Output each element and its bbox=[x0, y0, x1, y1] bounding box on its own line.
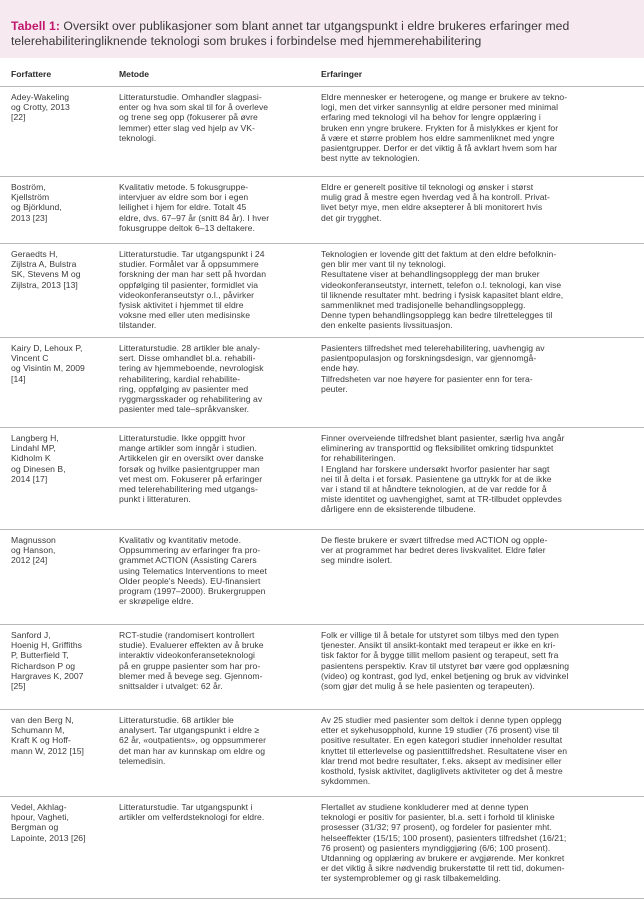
cell-method: RCT-studie (randomisert kontrollert studie). Evaluerer effekten av å bruke interaktiv videokonferanseteknologi på en gruppe pasienter som har pro- blemer med å bevege seg. Gjennom- snittsalder i utvalget: 62 år. bbox=[119, 630, 264, 692]
cell-method: Litteraturstudie. Tar utgangspunkt i 24 studier. Formålet var å oppsummere forskning der man har sett på hvordan oppfølging til pasienter, formidlet via videokonferanseutstyr o.l., påvirker fysisk aktivitet i hjemmet til eldre voksne med eller uten medisinske tilstander. bbox=[119, 249, 267, 331]
cell-method: Litteraturstudie. Omhandler slagpasi- enter og hva som skal til for å overleve og trene seg opp (fokuserer på øvre lemmer) etter slag ved hjelp av VK- teknologi. bbox=[119, 92, 269, 143]
table-header bbox=[0, 58, 644, 87]
table-label: Tabell 1: bbox=[11, 19, 60, 33]
cell-authors: Boström, Kjellström og Björklund, 2013 [23] bbox=[11, 182, 62, 223]
cell-authors: Kairy D, Lehoux P, Vincent C og Visintin M, 2009 [14] bbox=[11, 343, 85, 384]
cell-method: Litteraturstudie. 68 artikler ble analysert. Tar utgangspunkt i eldre ≥ 62 år, «outpatients», og oppsummerer det man har av kunnskap om eldre og telemedisin. bbox=[119, 715, 267, 766]
table-row bbox=[0, 244, 644, 338]
cell-authors: van den Berg N, Schumann M, Kraft K og Hoff- mann W, 2012 [15] bbox=[11, 715, 84, 756]
cell-experiences: Pasienters tilfredshet med telerehabilitering, uavhengig av pasientpopulasjon og forskningsdesign, var gjennomgå- ende høy. Tilfredsheten var noe høyere for pasienter enn for tera- peuter. bbox=[321, 343, 545, 394]
header-authors: Forfattere bbox=[11, 69, 52, 79]
cell-method: Litteraturstudie. 28 artikler ble analy- sert. Disse omhandlet bl.a. rehabili- tering av hjemmeboende, nevrologisk rehabilitering, kardial rehabilite- ring, oppfølging av pasienter med ryggmargsskader og rehabilitering av pasienter med tale–språkvansker. bbox=[119, 343, 264, 415]
table-row bbox=[0, 625, 644, 710]
cell-experiences: Flertallet av studiene konkluderer med at denne typen teknologi er positiv for pasienter, bl.a. sett i forhold til kliniske prosesser (31/32; 97 prosent), og fordeler for pasienter mht. helseeffekter (15/15; 100 prosent), pasienters tilfredshet (16/21; 76 prosent) og pasienters myndiggjøring (6/6; 100 prosent). Utdanning og opplæring av brukere er avgjørende. Mer konkret er det viktig å sikre nødvendig brukerstøtte til rett tid, dokumen- ter systemproblemer og gi rask tilbakemelding. bbox=[321, 802, 567, 884]
cell-experiences: Finner overveiende tilfredshet blant pasienter, særlig hva angår eliminering av transporttid og fleksibilitet omkring tidspunktet for rehabiliteringen. I England har forskere undersøkt hvorfor pasienter har sagt nei til å delta i et forsøk. Pasientene ga uttrykk for at de ikke var i stand til at håndtere teknologien, at de var redde for å miste identitet og uavhengighet, samt at TR-tilbudet opplevdes dårligere enn de eksisterende tilbudene. bbox=[321, 433, 565, 515]
cell-experiences: De fleste brukere er svært tilfredse med ACTION og opple- ver at programmet har bedret deres livskvalitet. Eldre føler seg mindre isolert. bbox=[321, 535, 548, 566]
table-row bbox=[0, 428, 644, 530]
cell-experiences: Eldre mennesker er heterogene, og mange er brukere av tekno- logi, men det virker sannsynlig at eldre personer med minimal erfaring med teknologi vil ha behov for lengre opplæring i bruken enn yngre brukere. Frykten for å mislykkes er kjent for å være et større problem hos eldre sammenliknet med yngre pasientgrupper. Derfor er det viktig å få avklart hvem som har best nytte av teknologien. bbox=[321, 92, 568, 164]
cell-authors: Sanford J, Hoenig H, Griffiths P, Butterfield T, Richardson P og Hargraves K, 2007 [25] bbox=[11, 630, 84, 692]
table-row bbox=[0, 797, 644, 899]
header-method: Metode bbox=[119, 69, 150, 79]
table-caption bbox=[0, 0, 644, 58]
table-row bbox=[0, 338, 644, 428]
table-row bbox=[0, 177, 644, 244]
cell-method: Kvalitativ metode. 5 fokusgruppe- intervjuer av eldre som bor i egen leilighet i hjem for eldre. Totalt 45 eldre, dvs. 67–97 år (snitt 84 år). I hver fokusgruppe deltok 6–13 deltakere. bbox=[119, 182, 270, 233]
table-caption-text: Oversikt over publikasjoner som blant annet tar utgangspunkt i eldre brukeres erfaringer med telerehabiliteringliknende teknologi som brukes i forbindelse med hjemmerehabilitering bbox=[11, 19, 570, 48]
cell-experiences: Av 25 studier med pasienter som deltok i denne typen opplegg etter et sykehusopphold, kunne 19 studier (76 prosent) vise til positive resultater. En egen kategori studier inneholder resultat knyttet til etterlevelse og pasienttilfredshet. Resultatene viser en klar trend mot bedre resultater, f.eks. aksept av medisiner eller kosthold, fysisk aktivitet, dagliglivets aktiviteter og det å mestre sykdommen. bbox=[321, 715, 568, 787]
cell-experiences: Teknologien er lovende gitt det faktum at den eldre befolknin- gen blir mer vant til ny teknologi. Resultatene viser at behandlingsopplegg der man bruker videokonferanseutstyr, internett, telefon o.l. teknologi, kan vise til liknende resultater mht. bedring i fysisk kapasitet blant eldre, sammenliknet med tradisjonelle behandlingsopplegg. Denne typen behandlingsopplegg kan bedre tilrettelegges til den enkelte pasients livssituasjon. bbox=[321, 249, 564, 331]
header-experiences: Erfaringer bbox=[321, 69, 363, 79]
cell-authors: Vedel, Akhlag- hpour, Vagheti, Bergman og Lapointe, 2013 [26] bbox=[11, 802, 86, 843]
cell-method: Litteraturstudie. Ikke oppgitt hvor mange artikler som inngår i studien. Artikkelen gir en oversikt over danske forsøk og hvilke pasientgrupper man vet mest om. Fokuserer på erfaringer med telerehabilitering med utgangs- punkt i litteraturen. bbox=[119, 433, 264, 505]
cell-method: Litteraturstudie. Tar utgangspunkt i artikler om velferdsteknologi for eldre. bbox=[119, 802, 265, 823]
table-row bbox=[0, 530, 644, 625]
cell-authors: Langberg H, Lindahl MP, Kidholm K og Dinesen B, 2014 [17] bbox=[11, 433, 66, 484]
cell-authors: Adey-Wakeling og Crotty, 2013 [22] bbox=[11, 92, 70, 123]
cell-experiences: Folk er villige til å betale for utstyret som tilbys med den typen tjenester. Ansikt til ansikt-kontakt med terapeut er ikke en kri- tisk faktor for å bygge tillit mellom pasient og terapeut, sett fra pasientens perspektiv. Krav til utstyret bør være god opplæsning (video) og kontrast, god lyd, enkel betjening og bruk av vidvinkel (som gjør det mulig å se hele pasienten og terapeuten). bbox=[321, 630, 570, 692]
cell-authors: Magnusson og Hanson, 2012 [24] bbox=[11, 535, 56, 566]
cell-authors: Geraedts H, Zijlstra A, Bulstra SK, Stevens M og Zijlstra, 2013 [13] bbox=[11, 249, 81, 290]
cell-method: Kvalitativ og kvantitativ metode. Oppsummering av erfaringer fra pro- grammet ACTION (Assisting Carers using Telematics Interventions to meet Older people's Needs). EU-finansiert program (1997–2000). Brukergruppen er skrøpelige eldre. bbox=[119, 535, 267, 607]
cell-experiences: Eldre er generelt positive til teknologi og ønsker i størst mulig grad å mestre egen hverdag ved å ha kontroll. Privat- livet betyr mye, men eldre aksepterer å bli monitorert hvis det gir trygghet. bbox=[321, 182, 550, 223]
table-row bbox=[0, 710, 644, 797]
table-row bbox=[0, 87, 644, 177]
